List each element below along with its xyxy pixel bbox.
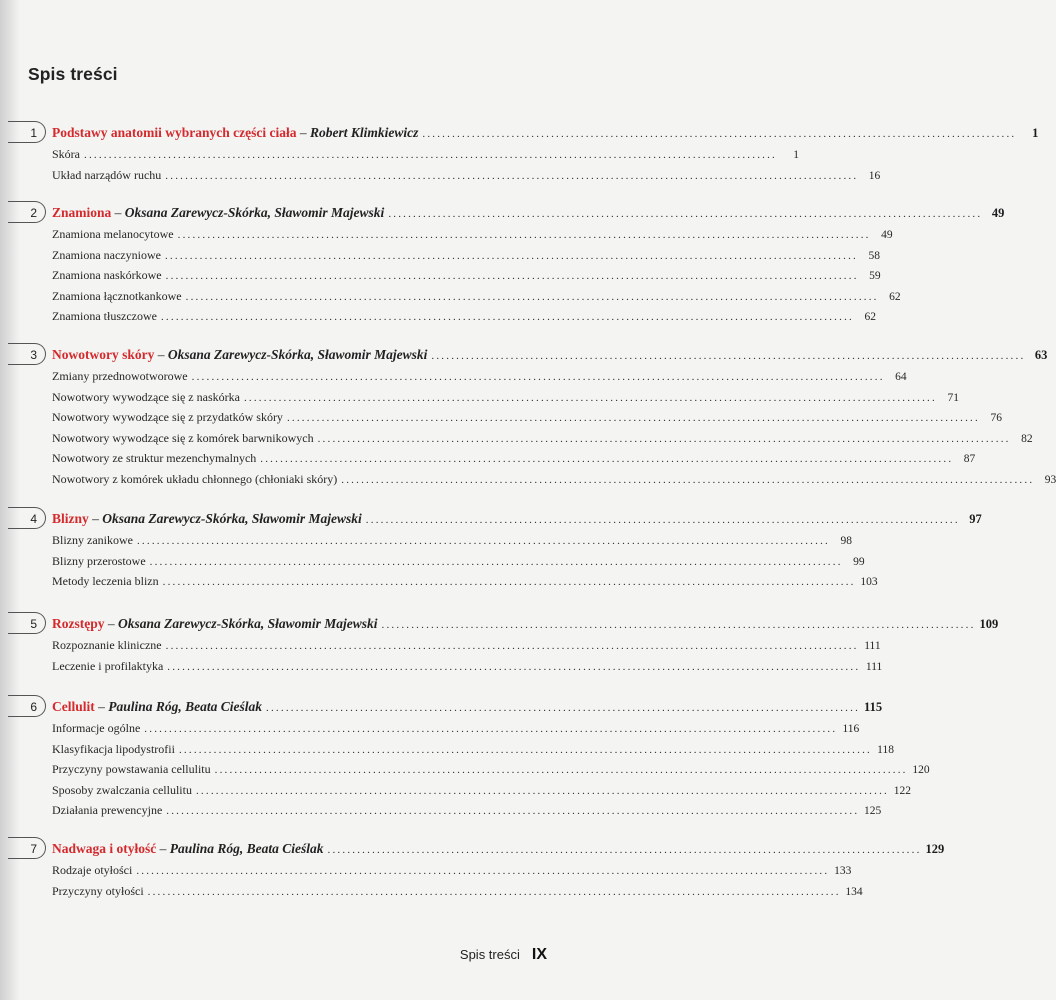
section-entry[interactable] bbox=[52, 741, 894, 757]
chapter-page-number: 97 bbox=[969, 512, 982, 526]
chapter-page-number: 129 bbox=[925, 842, 945, 856]
title-author-separator: – bbox=[94, 699, 109, 714]
section-title: Nowotwory wywodzące się z przydatków skóry bbox=[52, 410, 283, 425]
leader-dots: ........................................................................................................................ bbox=[266, 702, 861, 714]
leader-dots: ............................................................................................................................................ bbox=[191, 371, 885, 383]
section-entry[interactable] bbox=[52, 803, 882, 818]
leader-dots: ............................................................................................................................................ bbox=[243, 391, 937, 404]
leader-dots: ............................................................................................................................................ bbox=[167, 660, 861, 673]
section-entry[interactable] bbox=[52, 762, 930, 777]
section-title: Przyczyny otyłości bbox=[52, 883, 144, 898]
section-entry[interactable] bbox=[52, 533, 852, 548]
leader-dots: ........................................................................................................................ bbox=[365, 514, 960, 526]
chapter-authors: Oksana Zarewycz-Skórka, Sławomir Majewski bbox=[124, 205, 385, 220]
chapter-authors: Oksana Zarewycz-Skórka, Sławomir Majewski bbox=[167, 347, 428, 362]
chapter-authors: Paulina Róg, Beata Cieślak bbox=[169, 841, 324, 856]
page-footer bbox=[460, 946, 547, 964]
section-title: Nowotwory z komórek układu chłonnego (chłoniaki skóry) bbox=[52, 472, 338, 486]
section-page-number: 122 bbox=[893, 784, 911, 797]
leader-dots: ............................................................................................................................................ bbox=[149, 555, 843, 568]
section-title: Skóra bbox=[52, 147, 80, 161]
section-title: Układ narządów ruchu bbox=[52, 167, 162, 182]
chapter-number-tab: 5 bbox=[8, 612, 46, 634]
chapter-page-number: 109 bbox=[979, 617, 999, 631]
section-entry[interactable] bbox=[52, 638, 881, 653]
section-entry[interactable] bbox=[52, 268, 881, 283]
section-title: Blizny przerostowe bbox=[52, 553, 146, 568]
section-entry[interactable] bbox=[52, 227, 893, 242]
section-page-number: 87 bbox=[963, 453, 976, 466]
title-author-separator: – bbox=[104, 616, 118, 631]
section-page-number: 120 bbox=[912, 764, 930, 777]
section-page-number: 64 bbox=[895, 371, 907, 383]
section-title: Przyczyny powstawania cellulitu bbox=[52, 762, 211, 777]
section-entry[interactable] bbox=[52, 247, 880, 263]
leader-dots: ............................................................................................................................................ bbox=[286, 412, 980, 425]
leader-dots: ............................................................................................................................................ bbox=[165, 640, 859, 652]
leader-dots: ............................................................................................................................................ bbox=[177, 229, 871, 241]
chapter-title: Rozstępy bbox=[52, 616, 105, 631]
chapter-number-tab: 4 bbox=[8, 507, 46, 529]
chapter-title: Nadwaga i otyłość bbox=[52, 841, 157, 856]
section-title: Nowotwory wywodzące się z naskórka bbox=[52, 389, 240, 404]
section-page-number: 76 bbox=[990, 412, 1002, 425]
leader-dots: ............................................................................................................................................ bbox=[185, 290, 879, 303]
section-entry[interactable] bbox=[52, 288, 901, 304]
section-page-number: 111 bbox=[865, 660, 883, 673]
title-author-separator: – bbox=[111, 205, 125, 220]
section-title: Klasyfikacja lipodystrofii bbox=[52, 741, 175, 756]
section-page-number: 116 bbox=[842, 723, 860, 735]
chapter-page-number: 1 bbox=[1032, 126, 1039, 140]
section-page-number: 59 bbox=[869, 270, 881, 283]
leader-dots: ............................................................................................................................................ bbox=[317, 432, 1011, 445]
section-title: Nowotwory wywodzące się z komórek barwnikowych bbox=[52, 430, 314, 445]
section-title: Zmiany przednowotworowe bbox=[52, 369, 188, 383]
section-entry[interactable] bbox=[52, 309, 876, 324]
chapter-page-number: 115 bbox=[864, 700, 883, 714]
section-title: Znamiona tłuszczowe bbox=[52, 309, 157, 324]
chapter-title: Cellulit bbox=[52, 699, 95, 714]
section-page-number: 82 bbox=[1021, 432, 1033, 445]
section-title: Znamiona łącznotkankowe bbox=[52, 288, 182, 303]
title-author-separator: – bbox=[154, 347, 168, 362]
section-page-number: 49 bbox=[881, 229, 893, 241]
section-title: Znamiona melanocytowe bbox=[52, 227, 174, 241]
section-page-number: 111 bbox=[864, 640, 881, 652]
section-title: Blizny zanikowe bbox=[52, 533, 133, 547]
section-page-number: 1 bbox=[793, 149, 799, 161]
leader-dots: ........................................................................................................................ bbox=[327, 844, 922, 856]
leader-dots: ............................................................................................................................................ bbox=[165, 270, 859, 283]
leader-dots: ............................................................................................................................................ bbox=[147, 885, 841, 898]
chapter-heading[interactable] bbox=[52, 347, 1048, 363]
section-entry[interactable] bbox=[52, 430, 1033, 446]
chapter-heading[interactable] bbox=[52, 125, 1039, 141]
section-entry[interactable] bbox=[52, 389, 959, 405]
chapter-number-tab: 3 bbox=[8, 343, 46, 365]
section-entry[interactable] bbox=[52, 369, 907, 384]
footer-running-title: Spis treści bbox=[459, 947, 520, 962]
section-entry[interactable] bbox=[52, 553, 865, 569]
section-entry[interactable] bbox=[52, 451, 976, 466]
chapter-heading[interactable] bbox=[52, 841, 945, 857]
section-page-number: 62 bbox=[864, 311, 876, 324]
leader-dots: ............................................................................................................................................ bbox=[144, 723, 838, 735]
section-entry[interactable] bbox=[52, 721, 860, 736]
leader-dots: ........................................................................................................................ bbox=[388, 208, 983, 220]
chapter-authors: Robert Klimkiewicz bbox=[309, 125, 419, 140]
section-page-number: 125 bbox=[864, 805, 882, 818]
leader-dots: ........................................................................................................................ bbox=[422, 128, 1017, 140]
section-entry[interactable] bbox=[52, 410, 1002, 425]
leader-dots: ............................................................................................................................................ bbox=[195, 784, 889, 797]
section-page-number: 16 bbox=[868, 169, 881, 182]
section-title: Metody leczenia blizn bbox=[52, 574, 159, 589]
section-title: Znamiona naskórkowe bbox=[52, 268, 162, 283]
chapter-title: Nowotwory skóry bbox=[52, 347, 155, 362]
chapter-authors: Paulina Róg, Beata Cieślak bbox=[108, 699, 263, 714]
leader-dots: ............................................................................................................................................ bbox=[341, 474, 1035, 486]
section-entry[interactable] bbox=[52, 658, 883, 674]
section-page-number: 103 bbox=[860, 576, 878, 589]
title-author-separator: – bbox=[296, 125, 310, 140]
leader-dots: ............................................................................................................................................ bbox=[164, 249, 858, 262]
leader-dots: ............................................................................................................................................ bbox=[136, 865, 830, 877]
section-page-number: 71 bbox=[947, 391, 959, 404]
section-page-number: 93 bbox=[1044, 474, 1056, 486]
section-page-number: 133 bbox=[834, 865, 852, 877]
footer-page-number: IX bbox=[531, 946, 547, 963]
chapter-number-tab: 6 bbox=[8, 695, 46, 717]
title-author-separator: – bbox=[88, 511, 103, 526]
chapter-authors: Oksana Zarewycz-Skórka, Sławomir Majewski bbox=[102, 511, 362, 526]
section-page-number: 99 bbox=[853, 555, 865, 568]
section-title: Nowotwory ze struktur mezenchymalnych bbox=[52, 451, 257, 466]
section-page-number: 62 bbox=[889, 290, 901, 303]
leader-dots: ............................................................................................................................................ bbox=[260, 453, 954, 466]
section-page-number: 58 bbox=[868, 249, 880, 262]
leader-dots: ............................................................................................................................................ bbox=[165, 169, 859, 182]
page-title: Spis treści bbox=[28, 64, 118, 84]
chapter-authors: Oksana Zarewycz-Skórka, Sławomir Majewski bbox=[118, 616, 378, 631]
section-entry[interactable] bbox=[52, 167, 881, 183]
leader-dots: ............................................................................................................................................ bbox=[166, 805, 860, 818]
chapter-title: Blizny bbox=[52, 511, 89, 526]
section-title: Rozpoznanie kliniczne bbox=[52, 638, 162, 652]
chapter-heading[interactable] bbox=[52, 511, 982, 527]
leader-dots: ............................................................................................................................................ bbox=[178, 743, 872, 756]
title-author-separator: – bbox=[156, 841, 170, 856]
section-entry[interactable] bbox=[52, 863, 852, 878]
section-title: Leczenie i profilaktyka bbox=[52, 658, 164, 673]
chapter-title: Podstawy anatomii wybranych części ciała bbox=[52, 125, 297, 140]
leader-dots: ............................................................................................................................................ bbox=[162, 576, 856, 589]
chapter-page-number: 63 bbox=[1034, 348, 1048, 362]
section-entry[interactable] bbox=[52, 574, 878, 589]
section-entry[interactable] bbox=[52, 147, 799, 162]
chapter-title: Znamiona bbox=[52, 205, 112, 220]
section-entry[interactable] bbox=[52, 883, 863, 899]
chapter-page-number: 49 bbox=[991, 206, 1005, 220]
section-entry[interactable] bbox=[52, 782, 911, 798]
chapter-number-tab: 1 bbox=[8, 121, 46, 143]
section-page-number: 134 bbox=[845, 885, 863, 898]
leader-dots: ............................................................................................................................................ bbox=[160, 311, 854, 324]
section-title: Informacje ogólne bbox=[52, 721, 141, 735]
leader-dots: ........................................................................................................................ bbox=[381, 619, 976, 631]
leader-dots: ............................................................................................................................................ bbox=[84, 149, 777, 161]
section-title: Sposoby zwalczania cellulitu bbox=[52, 782, 192, 797]
section-entry[interactable] bbox=[52, 472, 1056, 487]
leader-dots: ............................................................................................................................................ bbox=[214, 764, 908, 777]
leader-dots: ........................................................................................................................ bbox=[431, 350, 1026, 362]
section-title: Rodzaje otyłości bbox=[52, 863, 133, 877]
section-title: Znamiona naczyniowe bbox=[52, 247, 161, 262]
chapter-heading[interactable] bbox=[52, 616, 999, 632]
chapter-number-tab: 2 bbox=[8, 201, 46, 223]
chapter-number-tab: 7 bbox=[8, 837, 46, 859]
section-page-number: 118 bbox=[877, 743, 894, 756]
chapter-heading[interactable] bbox=[52, 699, 883, 715]
section-title: Działania prewencyjne bbox=[52, 803, 163, 818]
leader-dots: ............................................................................................................................................ bbox=[136, 535, 830, 547]
chapter-heading[interactable] bbox=[52, 205, 1005, 221]
section-page-number: 98 bbox=[840, 535, 852, 547]
